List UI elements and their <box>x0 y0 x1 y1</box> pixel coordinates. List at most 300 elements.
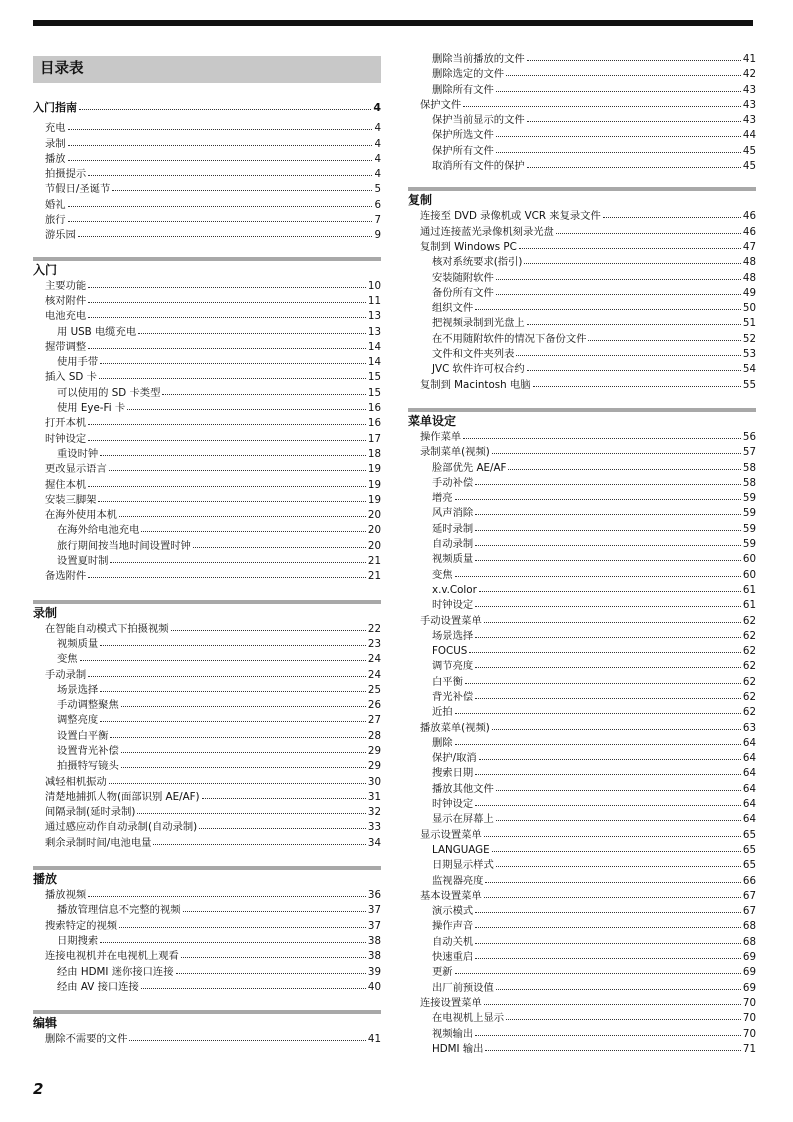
leader-dots <box>475 301 741 310</box>
entry-title: 设置背光补偿 <box>57 744 119 757</box>
toc-entry[interactable] <box>408 644 756 659</box>
entry-page: 29 <box>367 744 381 757</box>
entry-title: 播放 <box>45 152 66 165</box>
right-column <box>408 52 756 1072</box>
toc-entry[interactable] <box>33 934 381 949</box>
leader-dots <box>183 903 366 912</box>
entry-title: 删除 <box>432 736 453 749</box>
entry-title: 通过连接蓝光录像机刻录光盘 <box>420 225 554 238</box>
top-rule <box>33 20 753 26</box>
toc-entry[interactable] <box>408 286 756 301</box>
entry-page: 4 <box>374 137 381 150</box>
toc-entry[interactable] <box>408 1042 756 1057</box>
entry-title: 减轻相机振动 <box>45 775 107 788</box>
entry-page: 38 <box>367 950 381 963</box>
leader-dots <box>527 113 741 122</box>
toc-entry[interactable] <box>408 812 756 827</box>
entry-page: 60 <box>742 568 756 581</box>
entry-page: 49 <box>742 286 756 299</box>
toc-entry[interactable] <box>33 836 381 851</box>
leader-dots <box>455 965 741 974</box>
entry-page: 71 <box>742 1042 756 1055</box>
toc-entry[interactable] <box>33 888 381 903</box>
toc-entry[interactable] <box>408 52 756 67</box>
toc-entry[interactable] <box>33 919 381 934</box>
toc-entry[interactable] <box>408 240 756 255</box>
leader-dots <box>88 279 366 288</box>
leader-dots <box>88 668 366 677</box>
leader-dots <box>475 690 741 699</box>
toc-entry[interactable] <box>33 820 381 835</box>
entry-page: 58 <box>742 476 756 489</box>
toc-entry[interactable] <box>33 309 381 324</box>
entry-title: FOCUS <box>432 645 468 658</box>
entry-page: 23 <box>367 637 381 650</box>
leader-dots <box>110 729 365 738</box>
toc-entry[interactable] <box>408 476 756 491</box>
entry-title: 安装三脚架 <box>45 493 97 506</box>
entry-title: 可以使用的 SD 卡类型 <box>57 386 161 399</box>
toc-entry[interactable] <box>408 889 756 904</box>
toc-entry[interactable] <box>408 629 756 644</box>
leader-dots <box>475 904 741 913</box>
toc-entry[interactable] <box>408 506 756 521</box>
toc-entry[interactable] <box>33 137 381 152</box>
toc-entry[interactable] <box>33 759 381 774</box>
entry-title: 核对系统要求(指引) <box>432 256 523 269</box>
leader-dots <box>496 83 741 92</box>
leader-dots <box>475 598 741 607</box>
toc-entry[interactable] <box>408 430 756 445</box>
toc-entry[interactable] <box>408 144 756 159</box>
toc-entry[interactable] <box>408 598 756 613</box>
toc-entry[interactable] <box>408 782 756 797</box>
toc-entry[interactable] <box>33 355 381 370</box>
toc-entry[interactable] <box>33 775 381 790</box>
section-bar <box>33 600 381 604</box>
entry-page: 58 <box>742 461 756 474</box>
entry-page: 70 <box>742 1012 756 1025</box>
leader-dots <box>492 843 741 852</box>
entry-page: 47 <box>742 240 756 253</box>
leader-dots <box>527 159 741 168</box>
toc-entry[interactable] <box>408 981 756 996</box>
toc-entry[interactable] <box>408 225 756 240</box>
entry-title: 把视频录制到光盘上 <box>432 317 525 330</box>
toc-entry[interactable] <box>408 128 756 143</box>
leader-dots <box>469 644 741 653</box>
entry-title: JVC 软件许可权合约 <box>432 363 525 376</box>
entry-title: 在不用随附软件的情况下备份文件 <box>432 332 587 345</box>
entry-page: 41 <box>742 53 756 65</box>
entry-title: 握带调整 <box>45 340 87 353</box>
entry-title: 在海外使用本机 <box>45 509 118 522</box>
toc-entry[interactable] <box>408 332 756 347</box>
entry-title: 删除选定的文件 <box>432 68 505 81</box>
toc-entry[interactable] <box>33 198 381 213</box>
toc-section <box>408 408 756 1057</box>
section-bar <box>408 408 756 412</box>
toc-entry[interactable] <box>408 98 756 113</box>
entry-title: 搜索日期 <box>432 767 474 780</box>
toc-entry[interactable] <box>33 478 381 493</box>
toc-entry[interactable] <box>408 316 756 331</box>
section-heading[interactable]: 播放 <box>33 872 58 887</box>
toc-entry[interactable] <box>408 950 756 965</box>
toc-entry[interactable] <box>408 159 756 174</box>
section-heading[interactable]: 菜单设定 <box>408 413 457 428</box>
entry-page: 14 <box>367 340 381 353</box>
entry-page: 34 <box>367 836 381 849</box>
toc-entry[interactable] <box>408 736 756 751</box>
entry-title: 更改显示语言 <box>45 463 107 476</box>
leader-dots <box>99 370 366 379</box>
toc-entry[interactable] <box>408 461 756 476</box>
entry-page: 65 <box>742 859 756 872</box>
toc-entry[interactable] <box>33 729 381 744</box>
entry-title: 电池充电 <box>45 310 87 323</box>
entry-title: 保护文件 <box>420 98 462 111</box>
section-bar <box>408 187 756 191</box>
toc-entry[interactable] <box>408 67 756 82</box>
entry-page: 36 <box>367 889 381 902</box>
entry-page: 37 <box>367 919 381 932</box>
toc-entry[interactable] <box>33 508 381 523</box>
entry-page: 16 <box>367 402 381 415</box>
entry-title: 脸部优先 AE/AF <box>432 461 507 474</box>
entry-title: 游乐园 <box>45 229 76 242</box>
leader-dots <box>496 782 741 791</box>
toc-entry[interactable] <box>33 523 381 538</box>
entry-page: 56 <box>742 430 756 443</box>
leader-dots <box>475 935 741 944</box>
toc-entry[interactable] <box>408 797 756 812</box>
leader-dots <box>202 790 366 799</box>
entry-title: 用 USB 电缆充电 <box>57 325 137 338</box>
toc-entry[interactable] <box>33 652 381 667</box>
toc-entry[interactable] <box>33 980 381 995</box>
entry-page: 59 <box>742 522 756 535</box>
entry-page: 39 <box>367 965 381 978</box>
toc-entry[interactable] <box>33 370 381 385</box>
toc-entry[interactable] <box>408 843 756 858</box>
leader-dots <box>527 52 741 61</box>
entry-page: 65 <box>742 828 756 841</box>
toc-entry[interactable] <box>33 903 381 918</box>
entry-title: 出厂前预设值 <box>432 981 494 994</box>
leader-dots <box>137 805 365 814</box>
entry-page: 68 <box>742 935 756 948</box>
entry-page: 51 <box>742 317 756 330</box>
entry-page: 20 <box>367 509 381 522</box>
entry-title: 播放视频 <box>45 889 87 902</box>
toc-entry[interactable] <box>408 362 756 377</box>
toc-entry[interactable] <box>33 1032 381 1047</box>
toc-section <box>33 1010 381 1047</box>
toc-entry[interactable] <box>408 904 756 919</box>
section-heading[interactable]: 入门 <box>33 262 58 277</box>
section-heading[interactable]: 复制 <box>408 193 433 208</box>
toc-entry[interactable] <box>408 378 756 393</box>
leader-dots <box>100 637 366 646</box>
toc-entry[interactable] <box>33 805 381 820</box>
toc-entry[interactable] <box>408 751 756 766</box>
entry-title: 增亮 <box>432 492 453 505</box>
toc-entry[interactable] <box>408 113 756 128</box>
entry-title: 设置白平衡 <box>57 729 109 742</box>
entry-page: 28 <box>367 729 381 742</box>
section-heading[interactable]: 编辑 <box>33 1016 58 1031</box>
leader-dots <box>127 401 366 410</box>
toc-entry[interactable] <box>408 828 756 843</box>
entry-title: 更新 <box>432 966 453 979</box>
entry-title: 播放其他文件 <box>432 782 494 795</box>
entry-title: 时钟设定 <box>432 798 474 811</box>
entry-title: 延时录制 <box>432 522 474 535</box>
leader-dots <box>496 128 741 137</box>
entry-page: 20 <box>367 524 381 537</box>
leader-dots <box>88 478 366 487</box>
toc-entry[interactable] <box>33 152 381 167</box>
toc-entry[interactable] <box>408 347 756 362</box>
toc-entry[interactable] <box>33 713 381 728</box>
entry-title: 保护当前显示的文件 <box>432 114 525 127</box>
toc-entry[interactable] <box>33 386 381 401</box>
toc-entry[interactable] <box>408 858 756 873</box>
toc-title: 目录表 <box>33 56 381 83</box>
entry-title: 手动调整聚焦 <box>57 699 119 712</box>
entry-title: 组织文件 <box>432 302 474 315</box>
toc-entry[interactable] <box>33 121 381 136</box>
toc-entry[interactable] <box>408 83 756 98</box>
entry-page: 43 <box>742 83 756 96</box>
toc-entry[interactable] <box>33 462 381 477</box>
toc-entry[interactable] <box>33 325 381 340</box>
toc-entry[interactable] <box>408 690 756 705</box>
toc-entry[interactable] <box>33 447 381 462</box>
entry-page: 64 <box>742 782 756 795</box>
entry-page: 61 <box>742 599 756 612</box>
leader-dots <box>88 888 366 897</box>
leader-dots <box>465 675 741 684</box>
leader-dots <box>79 101 371 110</box>
toc-entry[interactable] <box>33 637 381 652</box>
entry-page: 33 <box>367 821 381 834</box>
toc-entry[interactable] <box>33 569 381 584</box>
toc-entry[interactable] <box>33 167 381 182</box>
leader-dots <box>119 919 366 928</box>
entry-page: 70 <box>742 1027 756 1040</box>
toc-entry[interactable] <box>33 213 381 228</box>
leader-dots <box>68 152 373 161</box>
toc-entry[interactable] <box>33 432 381 447</box>
right-sections <box>408 187 756 1057</box>
entry-title: 保护/取消 <box>432 752 477 765</box>
toc-entry[interactable] <box>408 445 756 460</box>
toc-entry[interactable] <box>408 1027 756 1042</box>
entry-page: 63 <box>742 721 756 734</box>
toc-entry[interactable] <box>33 622 381 637</box>
toc-entry[interactable] <box>33 683 381 698</box>
entry-title: 背光补偿 <box>432 690 474 703</box>
toc-entry[interactable] <box>408 552 756 567</box>
entry-page: 60 <box>742 553 756 566</box>
toc-entry[interactable] <box>33 182 381 197</box>
entry-page: 16 <box>367 417 381 430</box>
entry-title: 调整亮度 <box>57 714 99 727</box>
toc-entry[interactable] <box>33 744 381 759</box>
toc-entry[interactable] <box>33 790 381 805</box>
section-heading[interactable]: 录制 <box>33 605 58 620</box>
entry-title: 变焦 <box>57 653 78 666</box>
toc-entry[interactable] <box>33 539 381 554</box>
toc-entry[interactable] <box>408 919 756 934</box>
leader-dots <box>141 523 366 532</box>
entry-title: 播放菜单(视频) <box>420 721 490 734</box>
entry-title: 删除不需要的文件 <box>45 1033 128 1046</box>
toc-entry[interactable] <box>408 537 756 552</box>
leader-dots <box>588 332 740 341</box>
intro-heading-entry[interactable] <box>33 100 381 115</box>
toc-entry[interactable] <box>408 1011 756 1026</box>
entry-page: 21 <box>367 570 381 583</box>
leader-dots <box>100 934 366 943</box>
entry-page: 68 <box>742 920 756 933</box>
entry-page: 45 <box>742 144 756 157</box>
toc-entry[interactable] <box>408 675 756 690</box>
toc-entry[interactable] <box>408 965 756 980</box>
leader-dots <box>112 182 372 191</box>
leader-dots <box>484 996 741 1005</box>
toc-entry[interactable] <box>408 583 756 598</box>
toc-entry[interactable] <box>33 668 381 683</box>
toc-section <box>33 866 381 995</box>
entry-title: 安装随附软件 <box>432 271 494 284</box>
entry-title: 快速重启 <box>432 951 474 964</box>
toc-entry[interactable] <box>33 279 381 294</box>
entry-title: 备份所有文件 <box>432 286 494 299</box>
toc-entry[interactable] <box>33 554 381 569</box>
entry-title: 演示模式 <box>432 905 474 918</box>
leader-dots <box>475 919 741 928</box>
toc-entry[interactable] <box>408 209 756 224</box>
entry-page: 14 <box>367 356 381 369</box>
leader-dots <box>109 775 366 784</box>
entry-page: 13 <box>367 325 381 338</box>
entry-page: 18 <box>367 447 381 460</box>
toc-entry[interactable] <box>408 996 756 1011</box>
toc-entry[interactable] <box>33 965 381 980</box>
entry-page: 38 <box>367 934 381 947</box>
toc-entry[interactable] <box>408 271 756 286</box>
entry-page: 50 <box>742 302 756 315</box>
entry-title: 使用手带 <box>57 356 99 369</box>
leader-dots <box>475 950 741 959</box>
toc-entry[interactable] <box>33 493 381 508</box>
entry-title: 日期搜索 <box>57 934 99 947</box>
toc-entry[interactable] <box>408 568 756 583</box>
leader-dots <box>153 836 365 845</box>
leader-dots <box>516 347 741 356</box>
entry-title: 主要功能 <box>45 279 87 292</box>
entry-page: 64 <box>742 767 756 780</box>
toc-entry[interactable] <box>408 705 756 720</box>
leader-dots <box>484 614 741 623</box>
section-bar <box>33 866 381 870</box>
entry-page: 4 <box>373 101 381 114</box>
leader-dots <box>193 539 366 548</box>
entry-title: 婚礼 <box>45 198 66 211</box>
toc-entry[interactable] <box>408 935 756 950</box>
entry-page: 53 <box>742 348 756 361</box>
entry-page: 46 <box>742 210 756 223</box>
entry-title: 显示设置菜单 <box>420 828 482 841</box>
leader-dots <box>556 225 741 234</box>
leader-dots <box>485 874 740 883</box>
toc-entry[interactable] <box>408 255 756 270</box>
toc-entry[interactable] <box>408 522 756 537</box>
toc-entry[interactable] <box>33 340 381 355</box>
entry-page: 46 <box>742 225 756 238</box>
entry-page: 4 <box>374 122 381 135</box>
entry-title: 在电视机上显示 <box>432 1012 505 1025</box>
leader-dots <box>463 98 741 107</box>
entry-title: 播放管理信息不完整的视频 <box>57 904 181 917</box>
entry-title: 时钟设定 <box>432 599 474 612</box>
entry-title: 重设时钟 <box>57 447 99 460</box>
entry-page: 54 <box>742 363 756 376</box>
entry-page: 4 <box>374 152 381 165</box>
entry-title: 调节亮度 <box>432 660 474 673</box>
toc-entry[interactable] <box>408 491 756 506</box>
entry-title: 入门指南 <box>33 101 77 114</box>
entry-page: 22 <box>367 622 381 635</box>
leader-dots <box>475 797 741 806</box>
toc-entry[interactable] <box>33 401 381 416</box>
toc-entry[interactable] <box>408 659 756 674</box>
entry-title: 设置夏时制 <box>57 555 109 568</box>
toc-entry[interactable] <box>408 874 756 889</box>
toc-entry[interactable] <box>408 721 756 736</box>
entry-page: 13 <box>367 310 381 323</box>
toc-entry[interactable] <box>33 416 381 431</box>
entry-page: 43 <box>742 98 756 111</box>
leader-dots <box>119 508 366 517</box>
leader-dots <box>88 416 366 425</box>
toc-entry[interactable] <box>33 698 381 713</box>
entry-title: 风声消除 <box>432 507 474 520</box>
entry-title: 保护所选文件 <box>432 129 494 142</box>
toc-entry[interactable] <box>33 228 381 243</box>
leader-dots <box>475 537 741 546</box>
entry-title: 通过感应动作自动录制(自动录制) <box>45 821 198 834</box>
toc-entry[interactable] <box>408 301 756 316</box>
toc-entry[interactable] <box>33 949 381 964</box>
leader-dots <box>463 430 741 439</box>
entry-page: 5 <box>374 183 381 196</box>
toc-section <box>408 187 756 393</box>
entry-title: 搜索特定的视频 <box>45 919 118 932</box>
entry-page: 57 <box>742 446 756 459</box>
entry-page: 15 <box>367 371 381 384</box>
entry-page: 7 <box>374 214 381 227</box>
entry-page: 64 <box>742 736 756 749</box>
entry-page: 64 <box>742 798 756 811</box>
toc-entry[interactable] <box>33 294 381 309</box>
entry-page: 62 <box>742 706 756 719</box>
toc-entry[interactable] <box>408 766 756 781</box>
toc-entry[interactable] <box>408 614 756 629</box>
